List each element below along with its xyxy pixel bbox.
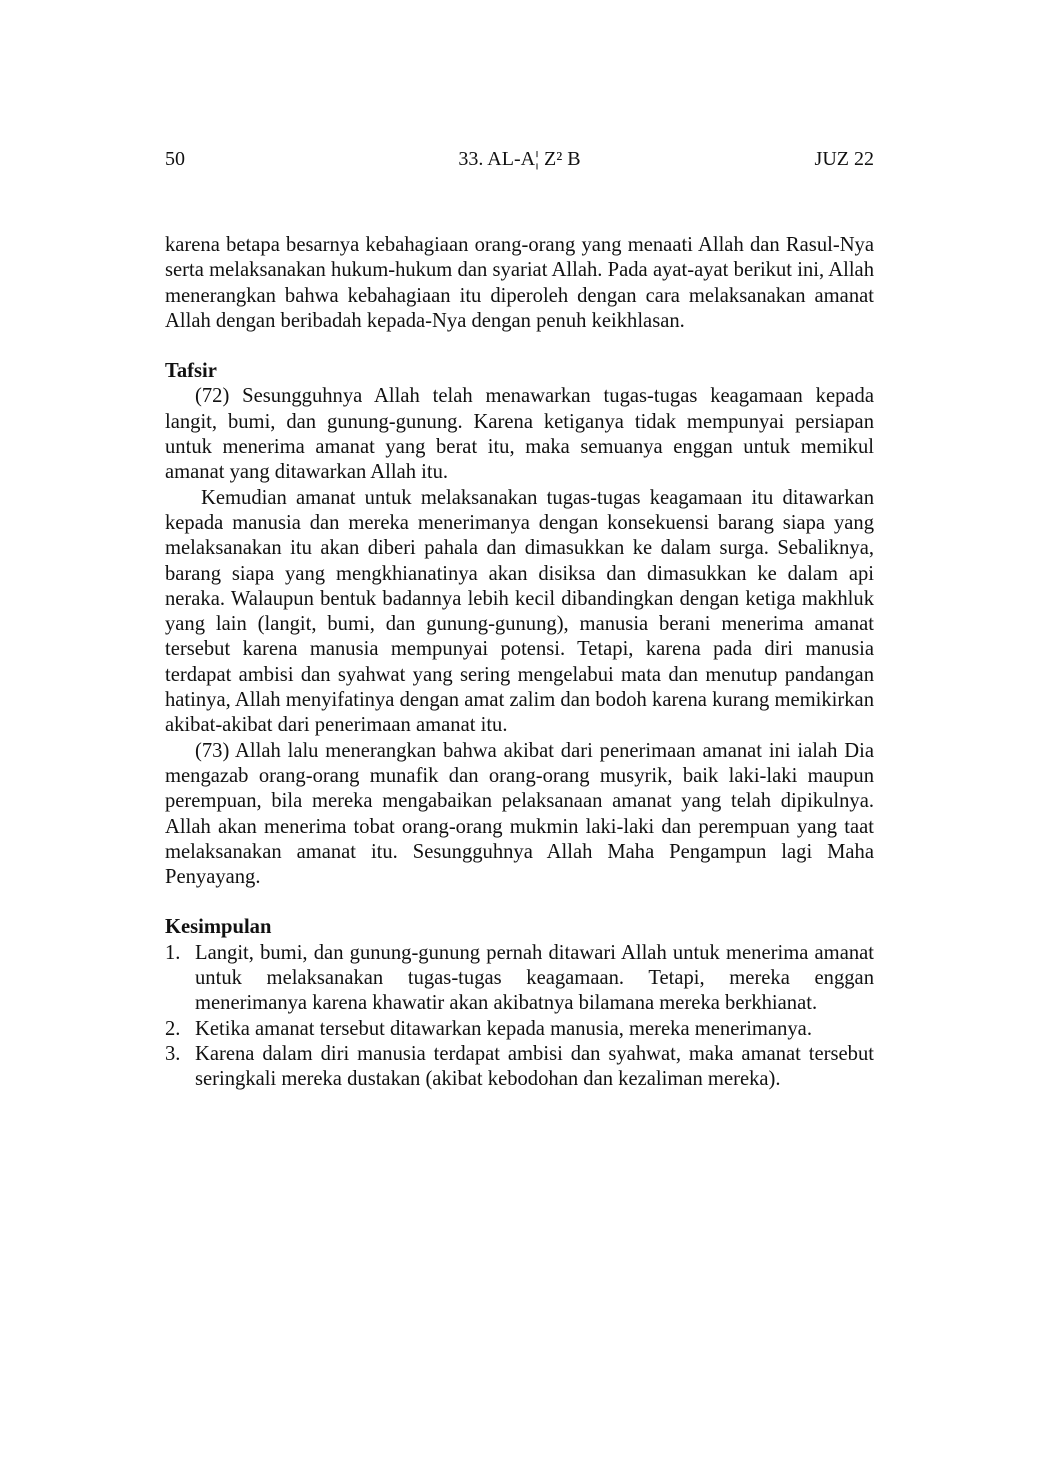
page-number: 50 xyxy=(165,148,185,170)
page-body xyxy=(165,233,874,1093)
list-item xyxy=(165,1017,874,1042)
surah-title: 33. AL-A¦ Z² B xyxy=(458,148,581,170)
tafsir-paragraph: (72) Sesungguhnya Allah telah menawarkan tugas-tugas keagamaan kepada langit, bumi, dan gunung-gunung. Karena ketiganya tidak mempunyai persiapan untuk menerima amanat yang berat itu, maka semuanya enggan untuk memikul amanat yang ditawarkan Allah itu. xyxy=(165,385,874,484)
tafsir-paragraph: Kemudian amanat untuk melaksanakan tugas-tugas keagamaan itu ditawarkan kepada manusia dan mereka menerimanya dengan konsekuensi barang siapa yang melaksanakan itu akan diberi pahala dan dimasukkan ke dalam surga. Sebaliknya, barang siapa yang mengkhianatinya akan disiksa dan dimasukkan ke dalam api neraka. Walaupun bentuk badannya lebih kecil dibandingkan dengan ketiga makhluk yang lain (langit, bumi, dan gunung-gunung), manusia berani menerima amanat tersebut karena manusia mempunyai potensi. Tetapi, karena pada diri manusia terdapat ambisi dan syahwat yang sering mengelabui mata dan menutup pandangan hatinya, Allah menyifatinya dengan amat zalim dan bodoh karena kurang memikirkan akibat-akibat dari penerimaan amanat itu. xyxy=(165,486,874,737)
section-gap xyxy=(165,890,874,915)
kesimpulan-list xyxy=(165,941,874,1093)
list-item-text: Karena dalam diri manusia terdapat ambisi dan syahwat, maka amanat tersebut seringkali mereka dustakan (akibat kebodohan dan kezaliman mereka). xyxy=(195,1042,874,1091)
juz-label: JUZ 22 xyxy=(814,148,874,170)
list-item-text: Langit, bumi, dan gunung-gunung pernah ditawari Allah untuk menerima amanat untuk melaksanakan tugas-tugas keagamaan. Tetapi, mereka enggan menerimanya karena khawatir akan akibatnya bilamana mereka berkhianat. xyxy=(195,941,874,1015)
tafsir-heading: Tafsir xyxy=(165,360,217,383)
section-gap xyxy=(165,334,874,359)
list-marker: 1. xyxy=(165,941,181,964)
list-item-text: Ketika amanat tersebut ditawarkan kepada manusia, mereka menerimanya. xyxy=(195,1017,812,1040)
list-marker: 2. xyxy=(165,1017,181,1040)
kesimpulan-heading: Kesimpulan xyxy=(165,916,272,939)
list-item xyxy=(165,941,874,1017)
page-header xyxy=(165,146,874,172)
intro-paragraph: karena betapa besarnya kebahagiaan orang-orang yang menaati Allah dan Rasul-Nya serta melaksanakan hukum-hukum dan syariat Allah. Pada ayat-ayat berikut ini, Allah menerangkan bahwa kebahagiaan itu diperoleh dengan cara melaksanakan amanat Allah dengan beribadah kepada-Nya dengan penuh keikhlasan. xyxy=(165,234,874,332)
list-item xyxy=(165,1042,874,1093)
list-marker: 3. xyxy=(165,1042,181,1065)
tafsir-paragraph: (73) Allah lalu menerangkan bahwa akibat dari penerimaan amanat ini ialah Dia mengazab orang-orang munafik dan orang-orang musyrik, baik laki-laki maupun perempuan, bila mereka mengabaikan pelaksanaan amanat yang telah dipikulnya. Allah akan menerima tobat orang-orang mukmin laki-laki dan perempuan yang taat melaksanakan amanat itu. Sesungguhnya Allah Maha Pengampun lagi Maha Penyayang. xyxy=(165,739,874,889)
